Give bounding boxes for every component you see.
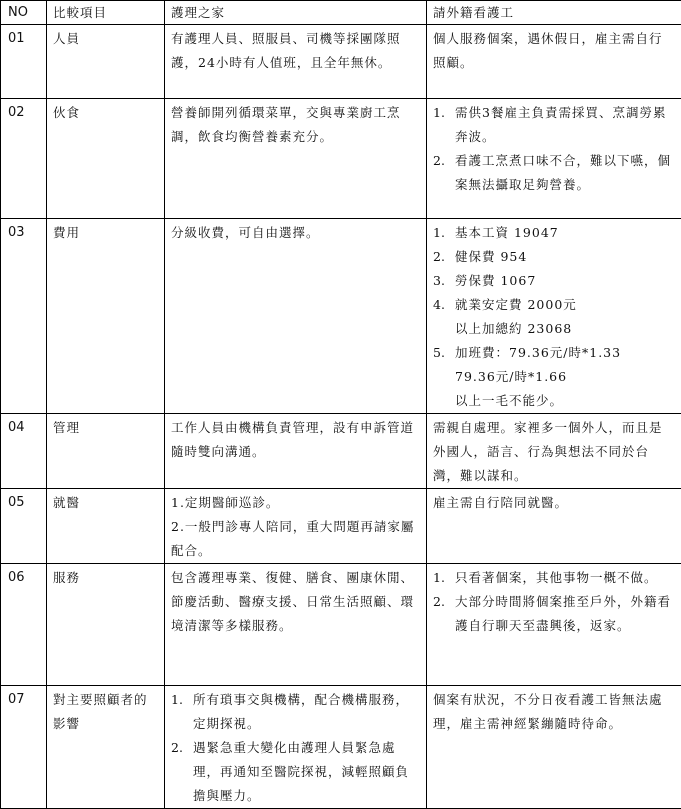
header-row <box>1 1 681 25</box>
row-item: 就醫 <box>47 489 165 564</box>
table-row <box>1 489 681 564</box>
table-row <box>1 219 681 414</box>
row-nursing-home <box>165 489 427 564</box>
row-nursing-home: 包含護理專業、復健、膳食、團康休閒、節慶活動、醫療支援、日常生活照顧、環境清潔等多樣服務。 <box>165 564 427 686</box>
row-foreign-caregiver <box>427 564 681 686</box>
row-item: 費用 <box>47 219 165 414</box>
list-item: 1. 需供3餐雇主負責需採買、烹調勞累奔波。 <box>433 101 675 149</box>
list-item: 4. 就業安定費 2000元 以上加總約 23068 <box>433 293 675 341</box>
fee-list <box>433 221 675 413</box>
table-row <box>1 414 681 489</box>
home-line: 2.一般門診專人陪同，重大問題再請家屬配合。 <box>171 515 420 563</box>
row-item: 管理 <box>47 414 165 489</box>
row-item: 對主要照顧者的影響 <box>47 686 165 809</box>
foreign-list <box>433 101 675 197</box>
list-item: 1. 所有瑣事交與機構，配合機構服務，定期探視。 <box>171 688 420 736</box>
header-no: NO <box>1 1 47 25</box>
list-item: 2. 大部分時間將個案推至戶外，外籍看護自行聊天至盡興後，返家。 <box>433 590 675 638</box>
row-number: 07 <box>1 686 47 809</box>
row-nursing-home: 營養師開列循環菜單，交與專業廚工烹調，飲食均衡營養素充分。 <box>165 99 427 219</box>
list-item: 1. 基本工資 19047 <box>433 221 675 245</box>
row-foreign-caregiver <box>427 219 681 414</box>
row-item: 服務 <box>47 564 165 686</box>
row-number: 01 <box>1 25 47 99</box>
table-row <box>1 25 681 99</box>
list-item: 5. 加班費：79.36元/時*1.33 79.36元/時*1.66 以上一毛不能少。 <box>433 341 675 413</box>
row-foreign-caregiver: 雇主需自行陪同就醫。 <box>427 489 681 564</box>
row-foreign-caregiver: 需親自處理。家裡多一個外人，而且是外國人，語言、行為與想法不同於台灣，難以謀和。 <box>427 414 681 489</box>
row-foreign-caregiver: 個人服務個案，遇休假日，雇主需自行照顧。 <box>427 25 681 99</box>
row-nursing-home <box>165 686 427 809</box>
row-number: 02 <box>1 99 47 219</box>
row-item: 伙食 <box>47 99 165 219</box>
list-item: 3. 勞保費 1067 <box>433 269 675 293</box>
home-line: 1.定期醫師巡診。 <box>171 491 420 515</box>
impact-list <box>171 688 420 808</box>
row-foreign-caregiver: 個案有狀況，不分日夜看護工皆無法處理，雇主需神經緊繃隨時待命。 <box>427 686 681 809</box>
row-number: 05 <box>1 489 47 564</box>
row-number: 06 <box>1 564 47 686</box>
header-foreign-caregiver: 請外籍看護工 <box>427 1 681 25</box>
table-row <box>1 686 681 809</box>
table-row <box>1 99 681 219</box>
table-row <box>1 564 681 686</box>
row-nursing-home: 分級收費，可自由選擇。 <box>165 219 427 414</box>
header-item: 比較項目 <box>47 1 165 25</box>
row-number: 04 <box>1 414 47 489</box>
list-item: 2. 健保費 954 <box>433 245 675 269</box>
service-list <box>433 566 675 638</box>
row-item: 人員 <box>47 25 165 99</box>
list-item: 2. 看護工烹煮口味不合，難以下嚥，個案無法攝取足夠營養。 <box>433 149 675 197</box>
row-nursing-home: 工作人員由機構負責管理，設有申訴管道隨時雙向溝通。 <box>165 414 427 489</box>
row-foreign-caregiver <box>427 99 681 219</box>
list-item: 1. 只看著個案，其他事物一概不做。 <box>433 566 675 590</box>
header-nursing-home: 護理之家 <box>165 1 427 25</box>
list-item: 2. 遇緊急重大變化由護理人員緊急處理，再通知至醫院探視，減輕照顧負擔與壓力。 <box>171 736 420 808</box>
row-number: 03 <box>1 219 47 414</box>
row-nursing-home: 有護理人員、照服員、司機等採團隊照護，24小時有人值班，且全年無休。 <box>165 25 427 99</box>
